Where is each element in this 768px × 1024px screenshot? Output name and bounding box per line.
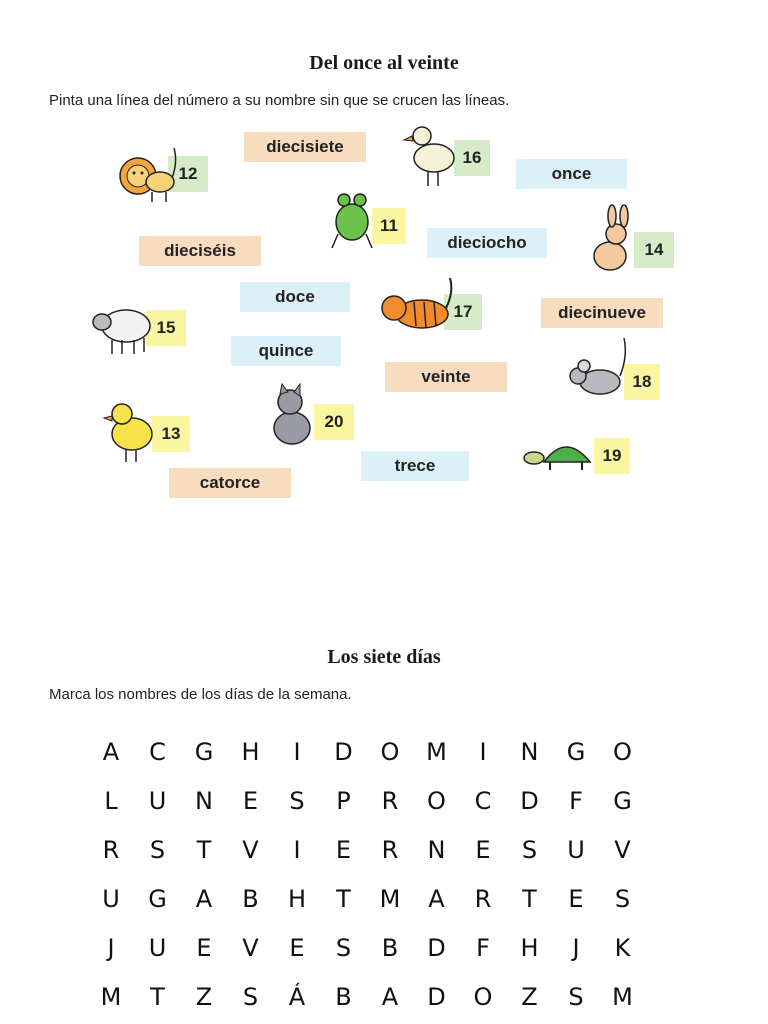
grid-letter[interactable]: V bbox=[242, 934, 259, 962]
grid-letter[interactable]: O bbox=[427, 787, 446, 815]
grid-letter[interactable]: N bbox=[520, 738, 539, 766]
grid-letter[interactable]: A bbox=[102, 738, 120, 766]
turtle-picture bbox=[520, 434, 630, 478]
grid-letter[interactable]: P bbox=[336, 787, 351, 815]
grid-letter[interactable]: D bbox=[334, 738, 353, 766]
grid-letter[interactable]: G bbox=[566, 738, 586, 766]
grid-letter[interactable]: C bbox=[149, 738, 166, 766]
grid-letter[interactable]: B bbox=[381, 934, 399, 962]
grid-letter[interactable]: Z bbox=[521, 983, 538, 1011]
grid-letter[interactable]: D bbox=[427, 934, 446, 962]
tiger-picture bbox=[380, 276, 484, 334]
grid-letter[interactable]: O bbox=[473, 983, 493, 1011]
grid-letter[interactable]: T bbox=[522, 885, 537, 913]
grid-letter[interactable]: O bbox=[380, 738, 400, 766]
number-tag-20: 20 bbox=[314, 404, 354, 440]
duck-picture bbox=[402, 122, 490, 188]
grid-letter[interactable]: U bbox=[567, 836, 585, 864]
grid-letter[interactable]: A bbox=[195, 885, 213, 913]
grid-letter[interactable]: Z bbox=[195, 983, 213, 1011]
grid-letter[interactable]: L bbox=[104, 787, 118, 815]
grid-letter[interactable]: E bbox=[475, 836, 491, 864]
instruction-numbers: Pinta una línea del número a su nombre sin que se crucen las líneas. bbox=[49, 92, 510, 109]
word-label-dieciocho: dieciocho bbox=[427, 228, 547, 258]
turtle-icon bbox=[520, 434, 600, 478]
grid-letter[interactable]: S bbox=[521, 836, 538, 864]
grid-letter[interactable]: S bbox=[149, 836, 166, 864]
grid-letter[interactable]: D bbox=[520, 787, 539, 815]
grid-letter[interactable]: H bbox=[241, 738, 260, 766]
grid-letter[interactable]: T bbox=[150, 983, 165, 1011]
grid-letter[interactable]: V bbox=[614, 836, 631, 864]
word-label-diecisiete: diecisiete bbox=[244, 132, 366, 162]
word-label-doce: doce bbox=[240, 282, 350, 312]
grid-letter[interactable]: R bbox=[102, 836, 120, 864]
grid-letter[interactable]: S bbox=[614, 885, 631, 913]
rabbit-picture bbox=[586, 206, 676, 276]
grid-letter[interactable]: I bbox=[293, 738, 301, 766]
word-label-dieciseis: dieciséis bbox=[139, 236, 261, 266]
word-label-veinte: veinte bbox=[385, 362, 507, 392]
frog-icon bbox=[328, 190, 378, 250]
grid-letter[interactable]: R bbox=[381, 787, 399, 815]
mouse-icon bbox=[566, 336, 630, 400]
chick-icon bbox=[102, 398, 162, 464]
sheep-icon bbox=[90, 300, 156, 356]
grid-letter[interactable]: G bbox=[194, 738, 214, 766]
number-tag-19: 19 bbox=[594, 438, 630, 474]
grid-letter[interactable]: E bbox=[289, 934, 305, 962]
section-title-numbers: Del once al veinte bbox=[309, 52, 459, 74]
number-tag-16: 16 bbox=[454, 140, 490, 176]
grid-letter[interactable]: H bbox=[520, 934, 539, 962]
grid-letter[interactable]: C bbox=[474, 787, 492, 815]
frog-picture bbox=[328, 190, 408, 250]
grid-letter[interactable]: V bbox=[242, 836, 259, 864]
instruction-days: Marca los nombres de los días de la semana. bbox=[49, 686, 352, 703]
grid-letter[interactable]: E bbox=[242, 787, 259, 815]
lion-icon bbox=[112, 142, 182, 204]
grid-letter[interactable]: F bbox=[476, 934, 490, 962]
lion-picture bbox=[112, 142, 208, 204]
grid-letter[interactable]: I bbox=[479, 738, 487, 766]
word-label-trece: trece bbox=[361, 451, 469, 481]
grid-letter[interactable]: J bbox=[572, 934, 580, 962]
sheep-picture bbox=[90, 300, 186, 356]
mouse-picture bbox=[566, 336, 662, 400]
word-label-once: once bbox=[516, 159, 627, 189]
grid-letter[interactable]: D bbox=[427, 983, 446, 1011]
number-tag-15: 15 bbox=[146, 310, 186, 346]
grid-letter[interactable]: A bbox=[428, 885, 445, 913]
number-tag-13: 13 bbox=[152, 416, 190, 452]
section-title-days: Los siete días bbox=[327, 646, 441, 668]
grid-letter[interactable]: S bbox=[568, 983, 584, 1011]
grid-letter[interactable]: U bbox=[102, 885, 120, 913]
grid-letter[interactable]: M bbox=[612, 983, 633, 1011]
grid-letter[interactable]: M bbox=[100, 983, 122, 1011]
grid-letter[interactable]: E bbox=[335, 836, 352, 864]
grid-letter[interactable]: M bbox=[426, 738, 447, 766]
number-tag-18: 18 bbox=[624, 364, 660, 400]
grid-letter[interactable]: M bbox=[379, 885, 401, 913]
grid-letter[interactable]: G bbox=[613, 787, 632, 815]
grid-letter[interactable]: E bbox=[196, 934, 212, 962]
grid-letter[interactable]: N bbox=[195, 787, 213, 815]
word-label-diecinueve: diecinueve bbox=[541, 298, 663, 328]
grid-letter[interactable]: R bbox=[381, 836, 399, 864]
grid-letter[interactable]: S bbox=[289, 787, 305, 815]
grid-letter[interactable]: T bbox=[196, 836, 212, 864]
word-label-quince: quince bbox=[231, 336, 341, 366]
number-tag-14: 14 bbox=[634, 232, 674, 268]
chick-picture bbox=[102, 398, 190, 464]
grid-letter[interactable]: S bbox=[335, 934, 352, 962]
cat-icon bbox=[266, 384, 322, 448]
grid-letter[interactable]: B bbox=[242, 885, 259, 913]
grid-letter[interactable]: N bbox=[427, 836, 446, 864]
grid-letter[interactable]: U bbox=[148, 934, 167, 962]
grid-letter[interactable]: H bbox=[287, 885, 307, 913]
cat-picture bbox=[266, 384, 356, 448]
grid-letter[interactable]: E bbox=[568, 885, 584, 913]
grid-letter[interactable]: K bbox=[614, 934, 631, 962]
grid-letter[interactable]: S bbox=[242, 983, 259, 1011]
number-tag-12: 12 bbox=[168, 156, 208, 192]
grid-letter[interactable]: U bbox=[148, 787, 167, 815]
rabbit-icon bbox=[586, 206, 642, 276]
grid-letter[interactable]: B bbox=[335, 983, 352, 1011]
grid-letter[interactable]: R bbox=[474, 885, 492, 913]
tiger-icon bbox=[380, 276, 456, 334]
grid-letter[interactable]: G bbox=[148, 885, 167, 913]
grid-letter[interactable]: F bbox=[569, 787, 583, 815]
duck-icon bbox=[402, 122, 462, 188]
word-label-catorce: catorce bbox=[169, 468, 291, 498]
grid-letter[interactable]: J bbox=[107, 934, 115, 962]
grid-letter[interactable]: A bbox=[381, 983, 399, 1011]
grid-letter[interactable]: T bbox=[336, 885, 351, 913]
grid-letter[interactable]: I bbox=[293, 836, 301, 864]
number-tag-17: 17 bbox=[444, 294, 482, 330]
number-tag-11: 11 bbox=[372, 208, 406, 244]
grid-letter[interactable]: O bbox=[613, 738, 632, 766]
grid-letter[interactable]: Á bbox=[288, 983, 306, 1011]
